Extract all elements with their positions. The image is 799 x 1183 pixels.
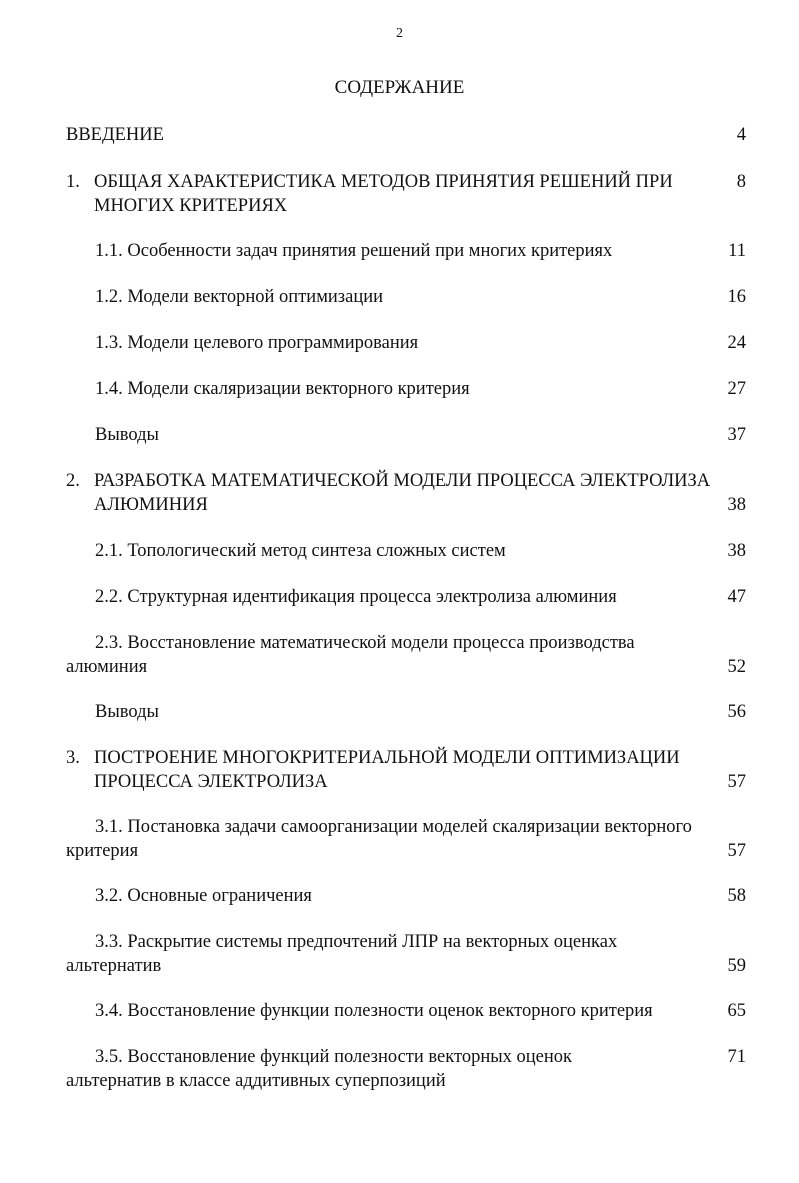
toc-entry-title: Выводы xyxy=(95,425,159,445)
toc-entry-page: 57 xyxy=(727,772,746,792)
toc-entry-page: 56 xyxy=(727,702,746,722)
toc-entry-page: 57 xyxy=(727,841,746,861)
toc-entry-2-2[interactable] xyxy=(66,585,746,609)
toc-entry-chapter-3[interactable] xyxy=(66,746,746,794)
toc-entry-title: 3.4. Восстановление функции полезности оценок векторного критерия xyxy=(95,1001,653,1021)
toc-entry-3-4[interactable] xyxy=(66,999,746,1023)
toc-entry-page: 65 xyxy=(727,1001,746,1021)
toc-entry-title: 2.2. Структурная идентификация процесса электролиза алюминия xyxy=(95,587,617,607)
toc-entry-1-3[interactable] xyxy=(66,331,746,355)
toc-entry-title: 3.5. Восстановление функций полезности векторных оценок альтернатив в классе аддитивных суперпозиций xyxy=(66,1047,573,1091)
toc-entry-3-2[interactable] xyxy=(66,884,746,908)
toc-entry-page: 58 xyxy=(727,886,746,906)
toc-entry-page: 47 xyxy=(727,587,746,607)
toc-entry-1-2[interactable] xyxy=(66,285,746,309)
toc-entry-introduction[interactable] xyxy=(66,123,746,147)
toc-entry-page: 38 xyxy=(727,495,746,515)
toc-entry-page: 59 xyxy=(727,956,746,976)
toc-entry-conclusions-2[interactable] xyxy=(66,700,746,724)
toc-entry-page: 4 xyxy=(736,125,746,145)
toc-entry-title: ПОСТРОЕНИЕ МНОГОКРИТЕРИАЛЬНОЙ МОДЕЛИ ОПТИМИЗАЦИИ ПРОЦЕССА ЭЛЕКТРОЛИЗА xyxy=(94,748,680,792)
toc-entry-page: 71 xyxy=(727,1047,746,1067)
toc-entry-2-3[interactable] xyxy=(66,631,746,679)
toc-entry-page: 16 xyxy=(727,287,746,307)
toc-entry-page: 8 xyxy=(736,172,746,192)
toc-entry-3-3[interactable] xyxy=(66,930,746,978)
toc-entry-title: 1.2. Модели векторной оптимизации xyxy=(95,287,384,307)
toc-entry-title: Выводы xyxy=(95,702,159,722)
toc-entry-conclusions-1[interactable] xyxy=(66,423,746,447)
toc-entry-title: РАЗРАБОТКА МАТЕМАТИЧЕСКОЙ МОДЕЛИ ПРОЦЕССА ЭЛЕКТРОЛИЗА АЛЮМИНИЯ xyxy=(94,471,711,515)
toc-entry-title: 2.1. Топологический метод синтеза сложных систем xyxy=(95,541,506,561)
toc-entry-title: 1.1. Особенности задач принятия решений при многих критериях xyxy=(95,241,613,261)
page-number: 2 xyxy=(396,26,403,41)
toc-entry-chapter-1[interactable] xyxy=(66,170,746,218)
toc-entry-page: 37 xyxy=(727,425,746,445)
toc-entry-number: 3. xyxy=(66,748,80,768)
toc-entry-2-1[interactable] xyxy=(66,539,746,563)
page-title: СОДЕРЖАНИЕ xyxy=(334,77,465,98)
toc-entry-title: ВВЕДЕНИЕ xyxy=(66,125,164,145)
toc-entry-1-4[interactable] xyxy=(66,377,746,401)
toc-entry-title: ОБЩАЯ ХАРАКТЕРИСТИКА МЕТОДОВ ПРИНЯТИЯ РЕШЕНИЙ ПРИ МНОГИХ КРИТЕРИЯХ xyxy=(94,172,673,216)
toc-entry-title: 3.3. Раскрытие системы предпочтений ЛПР на векторных оценках альтернатив xyxy=(66,932,618,976)
toc-entry-3-1[interactable] xyxy=(66,815,746,863)
toc-entry-page: 27 xyxy=(727,379,746,399)
toc-entry-page: 38 xyxy=(727,541,746,561)
toc-entry-title: 2.3. Восстановление математической модели процесса производства алюминия xyxy=(66,633,635,677)
toc-entry-title: 3.2. Основные ограничения xyxy=(95,886,312,906)
toc-entry-page: 11 xyxy=(728,241,746,261)
toc-entry-title: 1.4. Модели скаляризации векторного критерия xyxy=(95,379,470,399)
toc-entry-1-1[interactable] xyxy=(66,239,746,263)
toc-entry-number: 1. xyxy=(66,172,80,192)
toc-entry-title: 1.3. Модели целевого программирования xyxy=(95,333,419,353)
toc-entry-title: 3.1. Постановка задачи самоорганизации моделей скаляризации векторного критерия xyxy=(66,817,692,861)
toc-entry-page: 24 xyxy=(727,333,746,353)
toc-entry-page: 52 xyxy=(727,657,746,677)
toc-entry-3-5[interactable] xyxy=(66,1045,746,1093)
toc-entry-chapter-2[interactable] xyxy=(66,469,746,517)
toc-entry-number: 2. xyxy=(66,471,80,491)
